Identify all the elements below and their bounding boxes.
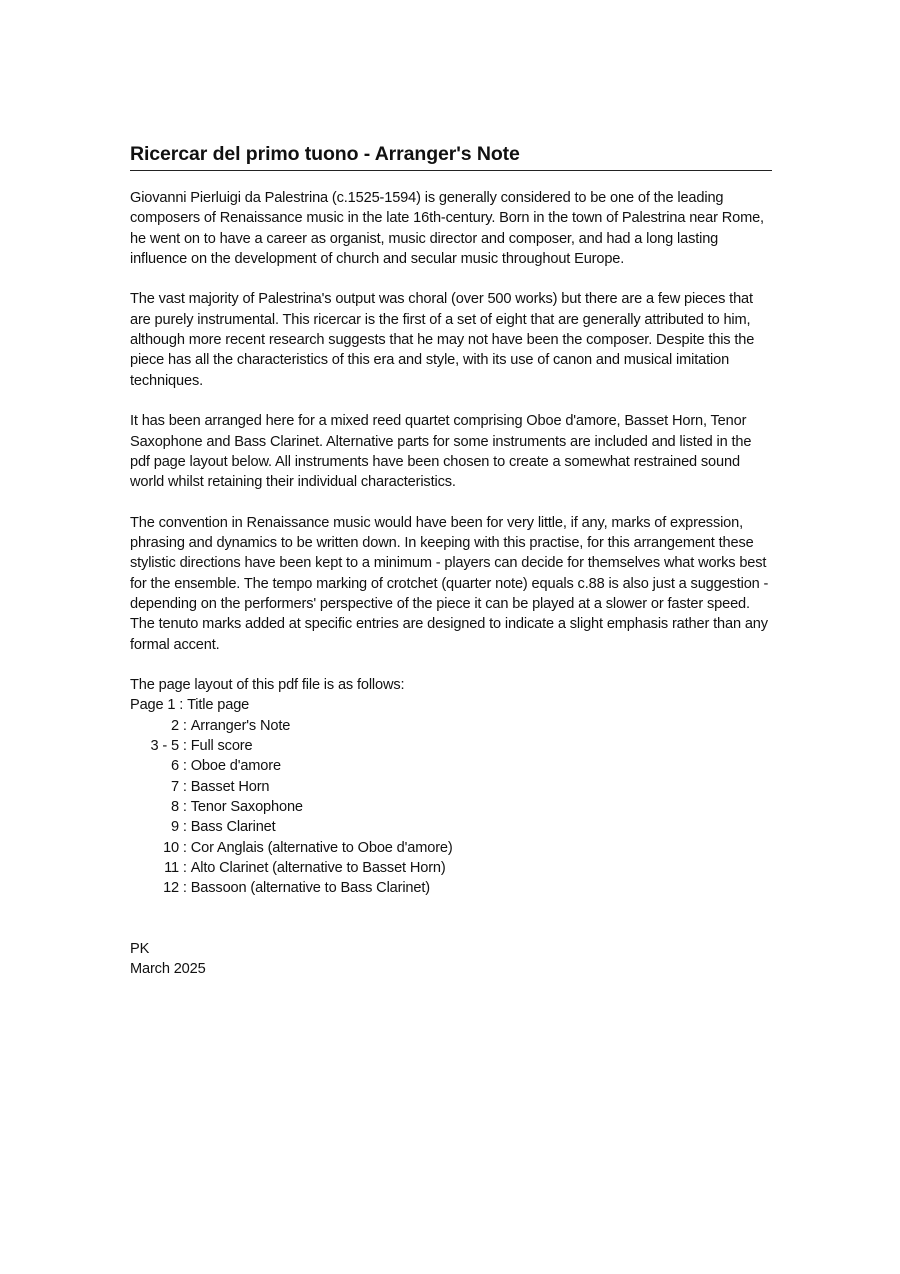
layout-item xyxy=(130,797,772,817)
layout-page-number: 1 xyxy=(167,697,176,714)
layout-separator: : xyxy=(179,798,191,815)
layout-page-number: 6 xyxy=(171,758,179,775)
layout-description: Bass Clarinet xyxy=(190,819,276,836)
layout-separator: : xyxy=(179,758,191,775)
layout-separator: : xyxy=(179,880,191,897)
layout-description: Basset Horn xyxy=(190,778,270,795)
signoff xyxy=(130,939,772,980)
layout-item xyxy=(130,716,772,736)
layout-page-number: 7 xyxy=(171,778,179,795)
layout-page-number: 9 xyxy=(171,819,179,836)
layout-intro: The page layout of this pdf file is as follows: xyxy=(130,677,405,694)
layout-separator: : xyxy=(179,778,191,795)
layout-item xyxy=(130,838,772,858)
layout-page-number: 12 xyxy=(163,880,179,897)
layout-page-number: 8 xyxy=(171,798,179,815)
layout-prefix: Page xyxy=(130,697,168,714)
layout-page-number: 2 xyxy=(171,717,179,734)
page-layout-list xyxy=(130,695,772,898)
layout-item xyxy=(130,878,772,898)
paragraph-instrumentation: It has been arranged here for a mixed reed quartet comprising Oboe d'amore, Basset Horn, Tenor Saxophone and Bass Clarinet. Alternative parts for some instruments are included and listed in the pdf page layout below. All instruments have been chosen to create a somewhat restrained sound world whilst retaining their individual characteristics. xyxy=(130,413,752,491)
layout-separator: : xyxy=(179,717,191,734)
layout-description: Title page xyxy=(187,697,250,714)
paragraph-performance-notes: The convention in Renaissance music would have been for very little, if any, marks of expression, phrasing and dynamics to be written down. In keeping with this practise, for this arrangement these stylistic directions have been kept to a minimum - players can decide for themselves what works best for the ensemble. The tempo marking of crotchet (quarter note) equals c.88 is also just a suggestion - depending on the performers' perspective of the piece it can be played at a slower or faster speed. The tenuto marks added at specific entries are designed to indicate a slight emphasis rather than any formal accent. xyxy=(130,514,769,653)
signature: PK xyxy=(130,940,150,957)
page-title: Ricercar del primo tuono - Arranger's Note xyxy=(130,141,772,171)
layout-description: Tenor Saxophone xyxy=(190,798,303,815)
layout-item xyxy=(130,695,772,715)
layout-item xyxy=(130,756,772,776)
layout-description: Cor Anglais (alternative to Oboe d'amore) xyxy=(190,839,453,856)
layout-item xyxy=(130,777,772,797)
layout-separator: : xyxy=(179,819,191,836)
layout-description: Bassoon (alternative to Bass Clarinet) xyxy=(190,880,430,897)
layout-item xyxy=(130,736,772,756)
document-page xyxy=(130,141,772,980)
layout-description: Oboe d'amore xyxy=(190,758,281,775)
layout-item xyxy=(130,858,772,878)
layout-page-number: 3 - 5 xyxy=(150,738,179,755)
layout-description: Full score xyxy=(190,738,253,755)
layout-description: Alto Clarinet (alternative to Basset Horn) xyxy=(190,859,446,876)
layout-page-number: 10 xyxy=(163,839,179,856)
date: March 2025 xyxy=(130,961,206,978)
layout-separator: : xyxy=(179,738,191,755)
paragraph-background: The vast majority of Palestrina's output was choral (over 500 works) but there are a few pieces that are purely instrumental. This ricercar is the first of a set of eight that are generally attributed to him, although more recent research suggests that he may not have been the composer. Despite this the piece has all the characteristics of this era and style, with its use of canon and musical imitation techniques. xyxy=(130,291,755,389)
layout-separator: : xyxy=(179,859,191,876)
layout-page-number: 11 xyxy=(164,859,179,876)
layout-description: Arranger's Note xyxy=(190,717,291,734)
layout-separator: : xyxy=(175,697,188,714)
layout-item xyxy=(130,817,772,837)
paragraph-biography: Giovanni Pierluigi da Palestrina (c.1525-1594) is generally considered to be one of the leading composers of Renaissance music in the late 16th-century. Born in the town of Palestrina near Rome, he went on to have a career as organist, music director and composer, and had a long lasting influence on the development of church and secular music throughout Europe. xyxy=(130,190,764,267)
layout-separator: : xyxy=(179,839,191,856)
